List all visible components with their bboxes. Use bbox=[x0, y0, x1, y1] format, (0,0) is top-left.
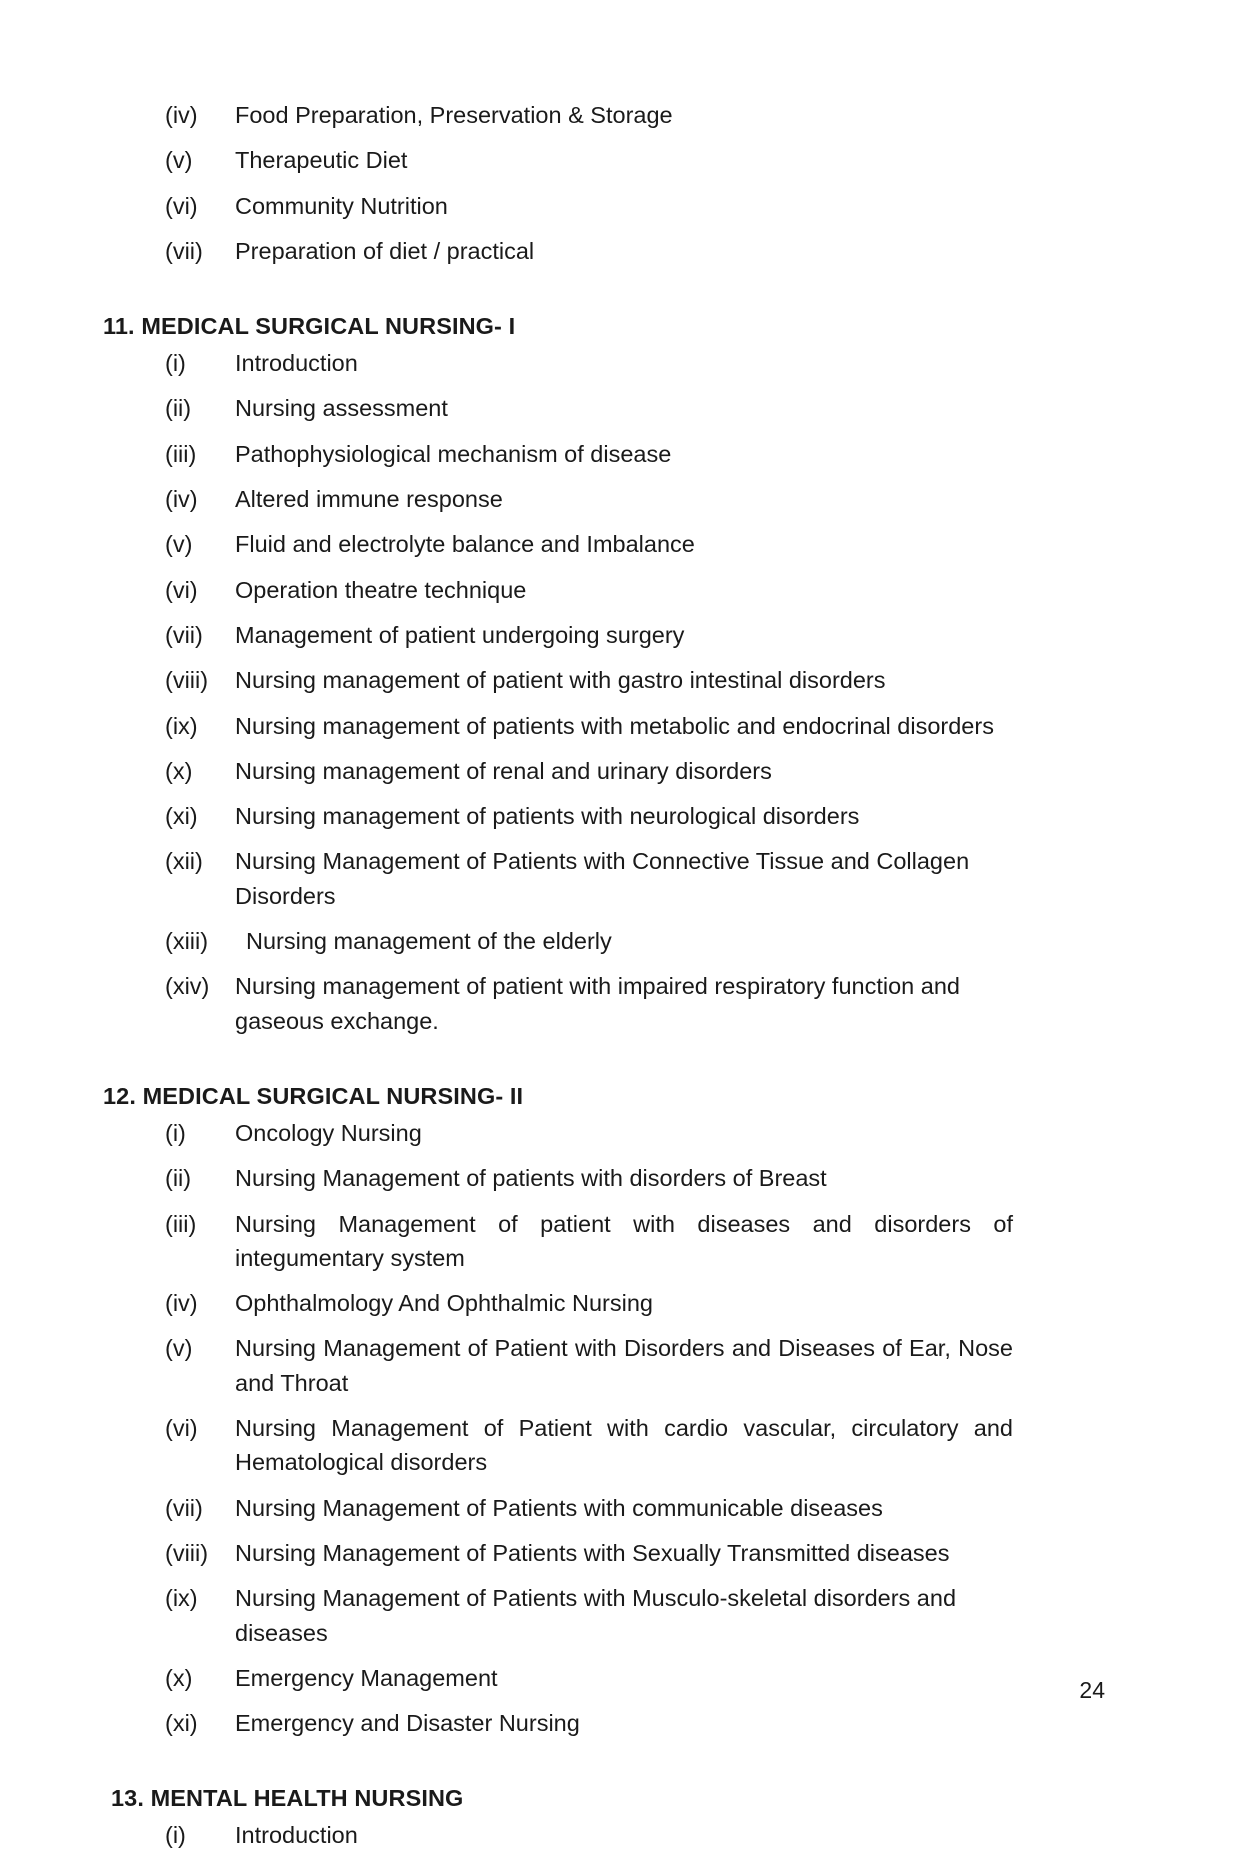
list-item-marker: (i) bbox=[165, 350, 186, 377]
list-item-marker: (v) bbox=[165, 147, 193, 174]
list-item bbox=[103, 1706, 1013, 1740]
section-heading-12 bbox=[103, 1083, 1013, 1110]
list-item-text: Nursing Management of Patient with Disorders and Diseases of Ear, Nose and Throat bbox=[235, 1335, 1013, 1396]
section-spacer bbox=[103, 1751, 1013, 1785]
list-item-text: Nursing Management of patient with diseases and disorders of integumentary system bbox=[235, 1210, 1013, 1271]
list-item-marker: (xii) bbox=[165, 848, 203, 875]
list-item-text: Therapeutic Diet bbox=[235, 147, 408, 174]
continued-list bbox=[103, 98, 1013, 268]
list-item-marker: (vii) bbox=[165, 1494, 203, 1521]
list-item-text: Emergency and Disaster Nursing bbox=[235, 1710, 580, 1737]
section-number: 12. bbox=[103, 1082, 136, 1109]
list-item bbox=[103, 391, 1013, 425]
list-item-marker: (vi) bbox=[165, 1415, 198, 1442]
list-item-marker: (v) bbox=[165, 1335, 193, 1362]
list-item-marker: (x) bbox=[165, 1664, 193, 1691]
list-item-marker: (ii) bbox=[165, 1165, 192, 1192]
section-title: MEDICAL SURGICAL NURSING- II bbox=[142, 1082, 524, 1109]
list-item-text: Fluid and electrolyte balance and Imbalance bbox=[235, 531, 695, 558]
list-item bbox=[103, 844, 1013, 913]
list-item bbox=[103, 346, 1013, 380]
list-item-text: Nursing management of patient with gastro intestinal disorders bbox=[235, 667, 886, 694]
list-item-marker: (vi) bbox=[165, 576, 198, 603]
list-item-text: Nursing assessment bbox=[235, 395, 448, 422]
list-item-text: Nursing Management of Patients with communicable diseases bbox=[235, 1494, 883, 1521]
list-item bbox=[103, 1536, 1013, 1570]
list-item-marker: (iii) bbox=[165, 1210, 197, 1237]
section-number: 13. bbox=[111, 1785, 144, 1812]
list-item-marker: (iv) bbox=[165, 102, 198, 128]
list-item-marker: (xi) bbox=[165, 803, 198, 830]
section-spacer bbox=[103, 279, 1013, 313]
list-item-text: Oncology Nursing bbox=[235, 1119, 422, 1146]
list-item bbox=[103, 799, 1013, 833]
list-item-text: Pathophysiological mechanism of disease bbox=[235, 440, 672, 467]
list-item bbox=[103, 437, 1013, 471]
section-title: MEDICAL SURGICAL NURSING- I bbox=[141, 313, 516, 340]
section-12-list bbox=[103, 1116, 1013, 1740]
list-item-marker: (vii) bbox=[165, 237, 203, 264]
list-item bbox=[103, 709, 1013, 743]
list-item-text: Preparation of diet / practical bbox=[235, 237, 535, 264]
list-item bbox=[103, 754, 1013, 788]
list-item bbox=[103, 527, 1013, 561]
list-item-text: Emergency Management bbox=[235, 1664, 498, 1691]
list-item bbox=[103, 189, 1013, 223]
list-item-marker: (vii) bbox=[165, 621, 203, 648]
list-item bbox=[103, 1411, 1013, 1480]
list-item-marker: (iv) bbox=[165, 486, 198, 513]
list-item bbox=[103, 924, 1013, 958]
section-11-list bbox=[103, 346, 1013, 1038]
list-item bbox=[103, 1286, 1013, 1320]
section-heading-13 bbox=[103, 1785, 1013, 1812]
list-item bbox=[103, 98, 1013, 132]
list-item bbox=[103, 1661, 1013, 1695]
list-item bbox=[103, 573, 1013, 607]
list-item-marker: (x) bbox=[165, 757, 193, 784]
list-item-text: Ophthalmology And Ophthalmic Nursing bbox=[235, 1290, 653, 1317]
list-item-text: Nursing Management of Patients with Connective Tissue and Collagen Disorders bbox=[235, 848, 970, 909]
list-item-text: Nursing management of patient with impaired respiratory function and gaseous exchange. bbox=[235, 973, 960, 1034]
list-item-marker: (iv) bbox=[165, 1290, 198, 1317]
list-item-text: Nursing Management of Patient with cardio vascular, circulatory and Hematological disorders bbox=[235, 1415, 1013, 1476]
list-item-marker: (i) bbox=[165, 1119, 186, 1146]
list-item bbox=[103, 1491, 1013, 1525]
list-item bbox=[103, 663, 1013, 697]
list-item bbox=[103, 1581, 1013, 1650]
section-title: MENTAL HEALTH NURSING bbox=[150, 1785, 464, 1812]
list-item-text: Community Nutrition bbox=[235, 192, 448, 219]
list-item-marker: (viii) bbox=[165, 1539, 209, 1566]
section-spacer bbox=[103, 1049, 1013, 1083]
section-number: 11. bbox=[103, 313, 135, 340]
list-item-text: Nursing Management of Patients with Sexually Transmitted diseases bbox=[235, 1539, 950, 1566]
list-item-text: Nursing management of patients with neurological disorders bbox=[235, 803, 860, 830]
list-item-text: Introduction bbox=[235, 1822, 358, 1849]
list-item bbox=[103, 143, 1013, 177]
list-item-text: Nursing management of patients with metabolic and endocrinal disorders bbox=[235, 712, 994, 739]
list-item-text: Management of patient undergoing surgery bbox=[235, 621, 685, 648]
list-item-marker: (i) bbox=[165, 1822, 186, 1849]
list-item-marker: (vi) bbox=[165, 192, 198, 219]
list-item-marker: (iii) bbox=[165, 440, 197, 467]
list-item-text: Nursing management of renal and urinary disorders bbox=[235, 757, 772, 784]
list-item bbox=[103, 234, 1013, 268]
list-item bbox=[103, 1331, 1013, 1400]
list-item-text: Nursing Management of Patients with Musculo-skeletal disorders and diseases bbox=[235, 1585, 957, 1646]
list-item-marker: (xi) bbox=[165, 1710, 198, 1737]
list-item-marker: (ix) bbox=[165, 712, 198, 739]
list-item bbox=[103, 1161, 1013, 1195]
page-content bbox=[103, 98, 1013, 1864]
list-item-text: Introduction bbox=[235, 350, 358, 377]
list-item-marker: (xiv) bbox=[165, 973, 210, 1000]
list-item-marker: (ii) bbox=[165, 395, 192, 422]
list-item-text: Operation theatre technique bbox=[235, 576, 527, 603]
list-item-text: Food Preparation, Preservation & Storage bbox=[235, 102, 673, 128]
list-item-text: Nursing Management of patients with disorders of Breast bbox=[235, 1165, 827, 1192]
page-number: 24 bbox=[1079, 1677, 1105, 1703]
list-item-text: Altered immune response bbox=[235, 486, 503, 513]
list-item bbox=[103, 618, 1013, 652]
list-item bbox=[103, 1207, 1013, 1276]
list-item-marker: (ix) bbox=[165, 1585, 198, 1612]
list-item bbox=[103, 1818, 1013, 1852]
list-item-marker: (viii) bbox=[165, 667, 209, 694]
list-item-marker: (xiii) bbox=[165, 928, 209, 955]
list-item-text: Nursing management of the elderly bbox=[246, 928, 612, 955]
list-item-marker: (v) bbox=[165, 531, 193, 558]
section-heading-11 bbox=[103, 313, 1013, 340]
list-item bbox=[103, 969, 1013, 1038]
list-item bbox=[103, 1116, 1013, 1150]
section-13-list bbox=[103, 1818, 1013, 1852]
list-item bbox=[103, 482, 1013, 516]
